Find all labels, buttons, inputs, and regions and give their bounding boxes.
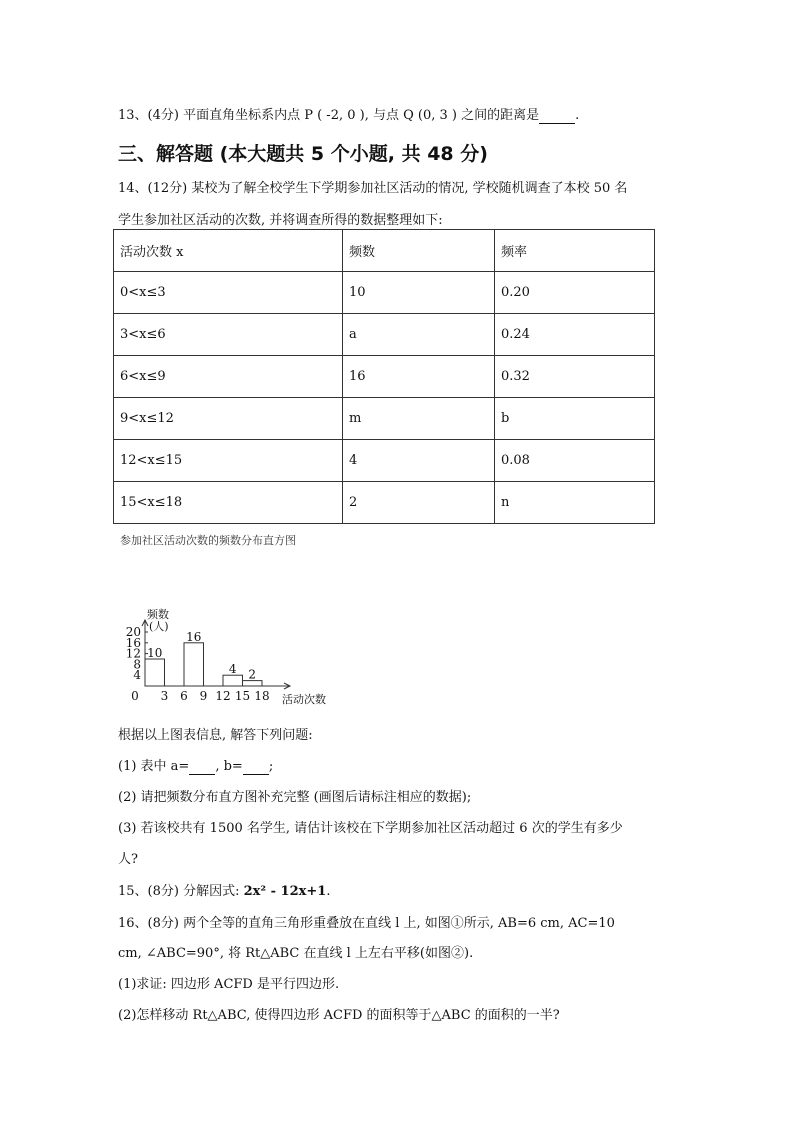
table-header-cell: 活动次数 x	[114, 230, 343, 272]
bar-value-label: 16	[186, 629, 202, 644]
histogram-title: 参加社区活动次数的频数分布直方图	[120, 534, 296, 547]
table-cell: b	[495, 398, 655, 440]
y-axis-label: 频数	[147, 608, 169, 621]
q13-line	[118, 104, 579, 124]
q15-expression: 2x² - 12x+1	[243, 884, 327, 899]
table-cell: 4	[343, 440, 495, 482]
q15-prefix: 15、(8分) 分解因式:	[118, 884, 240, 899]
q16-part2: (2)怎样移动 Rt△ABC, 使得四边形 ACFD 的面积等于△ABC 的面积的一半?	[118, 1008, 560, 1023]
table-cell: 12<x≤15	[114, 440, 343, 482]
q14-sub3-line1: (3) 若该校共有 1500 名学生, 请估计该校在下学期参加社区活动超过 6 次的学生有多少	[118, 821, 623, 836]
table-cell: a	[343, 314, 495, 356]
x-tick-label: 12	[215, 689, 231, 703]
answer-blank-b[interactable]	[243, 759, 269, 775]
q14-sub3-line2: 人?	[118, 852, 138, 867]
table-cell: 3<x≤6	[114, 314, 343, 356]
q14-intro-line2: 学生参加社区活动的次数, 并将调查所得的数据整理如下:	[118, 213, 443, 228]
table-cell: 0.20	[495, 272, 655, 314]
bar-value-label: 10	[147, 646, 163, 660]
bar-value-label: 4	[228, 662, 237, 677]
table-cell: 16	[343, 356, 495, 398]
table-header-row	[114, 230, 655, 272]
q14-sub1-prefix: (1) 表中 a=	[118, 759, 190, 774]
table-header-cell: 频率	[495, 230, 655, 272]
table-row	[114, 272, 655, 314]
table-cell: 2	[343, 482, 495, 524]
answer-blank-a[interactable]	[189, 759, 215, 775]
section-title: 三、解答题 (本大题共 5 个小题, 共 48 分)	[118, 143, 488, 165]
table-cell: n	[495, 482, 655, 524]
q15-line	[118, 880, 330, 899]
histogram-bar	[145, 659, 165, 686]
q14-sub2: (2) 请把频数分布直方图补充完整 (画图后请标注相应的数据);	[118, 790, 472, 805]
q14-intro-line1: 14、(12分) 某校为了解全校学生下学期参加社区活动的情况, 学校随机调查了本校 50 名	[118, 181, 628, 196]
y-axis-unit: (人)	[149, 620, 169, 633]
table-row	[114, 482, 655, 524]
table-cell: 0.08	[495, 440, 655, 482]
q13-answer-blank[interactable]	[539, 108, 575, 124]
q13-text: 13、(4分) 平面直角坐标系内点 P ( -2, 0 ), 与点 Q (0, 3 ) 之间的距离是	[118, 108, 540, 123]
table-row	[114, 398, 655, 440]
histogram-bar	[223, 675, 243, 686]
frequency-table	[113, 229, 655, 524]
table-header-cell: 频数	[343, 230, 495, 272]
x-tick-label: 15	[234, 689, 251, 703]
q14-sub1-mid: , b=	[215, 759, 243, 774]
y-tick-label: 12	[125, 646, 141, 661]
x-axis-label: 活动次数	[282, 693, 326, 706]
q14-sub1	[118, 755, 273, 775]
y-tick-label: 16	[125, 635, 141, 650]
q14-sub1-end: ;	[268, 759, 274, 774]
origin-label: 0	[131, 689, 139, 703]
q15-end: .	[326, 884, 331, 899]
table-row	[114, 356, 655, 398]
q14-after-text: 根据以上图表信息, 解答下列问题:	[118, 728, 313, 743]
table-row	[114, 314, 655, 356]
y-tick-label: 8	[133, 657, 141, 672]
table-row	[114, 440, 655, 482]
y-tick-label: 20	[125, 625, 141, 639]
table-cell: 6<x≤9	[114, 356, 343, 398]
frequency-histogram	[115, 553, 355, 713]
x-tick-label: 3	[160, 689, 169, 703]
table-cell: 0<x≤3	[114, 272, 343, 314]
y-tick-label: 4	[133, 668, 141, 683]
q16-line2: cm, ∠ABC=90°, 将 Rt△ABC 在直线 l 上左右平移(如图②).	[118, 946, 474, 961]
x-tick-label: 9	[199, 689, 208, 703]
x-tick-label: 6	[180, 689, 188, 703]
q16-line1: 16、(8分) 两个全等的直角三角形重叠放在直线 l 上, 如图①所示, AB=6 cm, AC=10	[118, 916, 615, 931]
table-cell: m	[343, 398, 495, 440]
table-cell: 9<x≤12	[114, 398, 343, 440]
table-cell: 15<x≤18	[114, 482, 343, 524]
table-cell: 0.32	[495, 356, 655, 398]
table-cell: 0.24	[495, 314, 655, 356]
histogram-bar	[184, 643, 204, 686]
x-tick-label: 18	[254, 689, 270, 703]
q16-part1: (1)求证: 四边形 ACFD 是平行四边形.	[118, 977, 340, 992]
bar-value-label: 2	[248, 667, 257, 682]
q13-end: .	[575, 108, 580, 123]
table-cell: 10	[343, 272, 495, 314]
